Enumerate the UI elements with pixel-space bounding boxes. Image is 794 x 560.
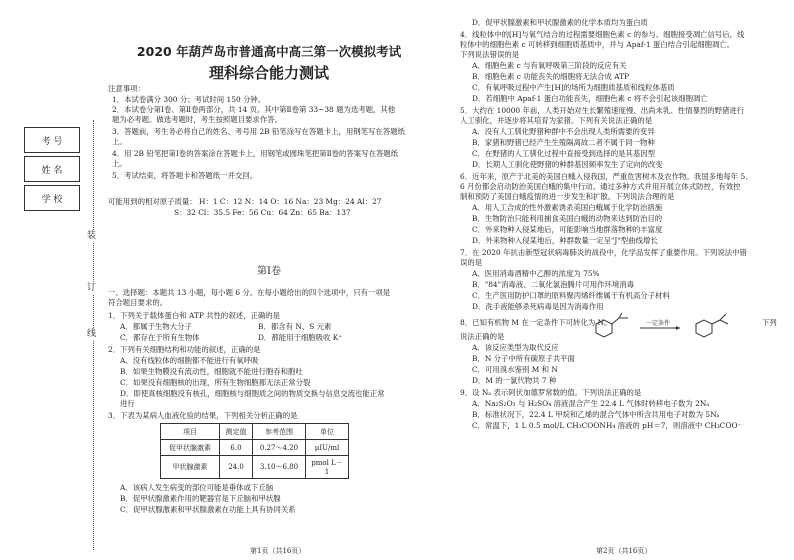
table-row <box>161 440 349 456</box>
question-9-option-b[interactable]: B．标准状况下，22.4 L 甲烷和乙烯的混合气体中所含共用电子对数为 5Nₐ <box>472 410 720 419</box>
binding-char-ding: 订 <box>87 283 97 293</box>
question-1-stem: 1．下列关于载体蛋白和 ATP 共性的叙述，正确的是 <box>108 311 281 320</box>
question-7-option-b[interactable]: B．"84"消毒液、二氧化氯泡腾片可用作环境消毒 <box>472 280 635 289</box>
question-3-option-c[interactable]: C．促甲状腺激素和甲状腺激素在功能上具有协同关系 <box>120 505 296 514</box>
question-1-option-b[interactable]: B．都含有 N、S 元素 <box>258 322 332 331</box>
question-5-option-b[interactable]: B．家猪和野猪已经产生生殖隔离故二者不属于同一物种 <box>472 138 655 147</box>
table-header-cell: 项目 <box>161 424 220 440</box>
notice-heading: 注意事项： <box>108 84 145 93</box>
question-7-stem: 误的是 <box>460 258 483 267</box>
question-7-stem: 7．在 2020 年抗击新型冠状病毒肺炎的战役中，化学品发挥了重要作用。下列说法中错 <box>460 248 747 257</box>
question-6-option-d[interactable]: D．外来物种入侵某地后，种群数量一定呈"J"型曲线增长 <box>472 236 658 245</box>
reaction-condition-label: 一定条件 <box>646 320 671 327</box>
question-2-option-d[interactable]: D．即使真核细胞没有核孔，细胞核与细胞质之间的物质交换与信息交流也能正常 <box>120 389 385 398</box>
question-3-option-a[interactable]: A．该病人发生病变的部位可能是垂体或下丘脑 <box>120 483 274 492</box>
question-6-option-b[interactable]: B．生物防治只能利用捕食美国白蛾的动物来达到防治目的 <box>472 214 663 223</box>
question-6-option-c[interactable]: C．外来物种入侵某地后，可能影响当地群落物种的丰富度 <box>472 225 663 234</box>
exam-title: 2020 年葫芦岛市普通高中高三第一次模拟考试 <box>136 44 402 59</box>
question-7-option-c[interactable]: C．生产医用防护口罩的原料聚丙烯纤维属于有机高分子材料 <box>472 291 670 300</box>
question-8-option-d[interactable]: D．M 的一氯代物共 7 种 <box>472 376 557 385</box>
section-intro: 符合题目要求的。 <box>108 298 168 307</box>
school-box[interactable] <box>24 185 80 211</box>
question-3-option-d[interactable]: D．促甲状腺激素和甲状腺激素的化学本质均为蛋白质 <box>472 18 648 27</box>
notice-line: 5．考试结束，将答题卡和答题纸一并交回。 <box>112 171 258 180</box>
table-cell: 24.0 <box>220 456 253 479</box>
volume-heading: 第Ⅰ卷 <box>257 266 281 277</box>
question-7-option-a[interactable]: A．医用消毒酒精中乙醇的浓度为 75% <box>472 269 600 278</box>
question-8-option-c[interactable]: C．可用溴水鉴别 M 和 N <box>472 365 558 374</box>
question-5-option-a[interactable]: A．没有人工驯化野猪种群中不会出现人类所需要的变异 <box>472 127 655 136</box>
table-row <box>161 456 349 479</box>
table-cell: μIU/ml <box>306 440 349 456</box>
question-5-stem: 5．大约在 10000 年前，人类开始对生长繁殖速度慢、出尚未乳、性情暴烈的野猪进行 <box>460 106 745 115</box>
question-6-stem: 制和预防了美国白蛾疫情的进一步发生和扩散。下列说法合理的是 <box>460 192 675 201</box>
question-8-option-b[interactable]: B．N 分子中所有碳原子共平面 <box>472 354 575 363</box>
binding-char-zhuang: 装 <box>87 231 97 241</box>
right-page <box>460 0 790 560</box>
table-cell: pmol L－1 <box>306 456 349 479</box>
table-cell: 0.27～4.20 <box>253 440 306 456</box>
question-1-option-a[interactable]: A．都属于生物大分子 <box>120 322 192 331</box>
question-4-option-c[interactable]: C．有氧呼吸过程中产生[H]的场所为细胞质基质和线粒体基质 <box>472 83 675 92</box>
section-intro: 一、选择题：本题共 13 小题，每小题 6 分。在每小题给出的四个选项中，只有一项是 <box>108 288 391 297</box>
reaction-diagram <box>584 312 744 342</box>
question-8-option-a[interactable]: A．该反应类型为取代反应 <box>472 343 559 352</box>
molecule-m-structure <box>596 313 628 337</box>
blood-test-table <box>160 423 349 479</box>
left-page <box>108 0 430 560</box>
page-footer-right: 第2页（共16页） <box>596 547 652 555</box>
question-9-option-a[interactable]: A．Na₂S₂O₃ 与 H₂SO₄ 溶液混合产生 22.4 L 气体时转移电子数为 2Nₐ <box>472 399 710 408</box>
question-2-option-b[interactable]: B．如果生物膜没有流动性，细胞就不能进行胞吞和胞吐 <box>120 367 303 376</box>
exam-number-label: 考 号 <box>41 136 63 147</box>
table-cell: 促甲状腺激素 <box>161 440 220 456</box>
binding-char-xian: 线 <box>87 329 97 339</box>
question-4-stem: 4．线粒体中的[H]与氧气结合的过程需要细胞色素 c 的参与。细胞接受凋亡信号后，线 <box>460 30 745 39</box>
question-4-option-a[interactable]: A．细胞色素 c 与有氧呼吸第三阶段的反应有关 <box>472 61 627 70</box>
question-8-stem-2: 说法正确的是 <box>460 332 505 341</box>
question-3-stem: 3．下表为某病人血液化验的结果，下列相关分析正确的是 <box>108 411 298 420</box>
notice-line: 1．本试卷满分 300 分；考试时间 150 分钟。 <box>112 95 266 104</box>
question-4-stem: 粒体中的细胞色素 c 可转移到细胞质基质中，并与 Apaf-1 蛋白结合引起细胞凋亡。 <box>460 40 735 49</box>
notice-line: 3．答题前，考生务必将自己的姓名、考号用 2B 铅笔涂写在答题卡上，用钢笔写在答题纸 <box>112 127 405 136</box>
binding-strip <box>0 0 108 560</box>
table-cell: 6.0 <box>220 440 253 456</box>
question-8-stem: 8．已知有机物 M 在一定条件下可转化为 N。 <box>460 318 612 327</box>
molecule-n-structure <box>696 314 728 337</box>
question-5-stem: 人工驯化，并逐步将其培育为家猪。下列有关说法正确的是 <box>460 116 653 125</box>
notice-line: 2．本试卷分第Ⅰ卷、第Ⅱ卷两部分，共 14 页。其中第Ⅱ卷第 33~38 题为选考题，其他 <box>112 105 396 114</box>
question-9-option-c[interactable]: C．常温下，1 L 0.5 mol/L CH₃COONH₄ 溶液的 pH＝7，则溶液中 CH₃COO⁻ <box>472 421 742 430</box>
atomic-mass-line-2: S：32 Cl：35.5 Fe：56 Cu：64 Zn：65 Ba：137 <box>174 208 351 217</box>
question-9-stem: 9．设 Nₐ 表示阿伏加德罗常数的值。下列说法正确的是 <box>460 388 642 397</box>
question-1-option-c[interactable]: C．都存在于所有生物体 <box>120 333 200 342</box>
question-5-option-d[interactable]: D．长期人工驯化使野猪的种群基因频率发生了定向的改变 <box>472 160 663 169</box>
name-box[interactable] <box>24 156 80 182</box>
exam-subtitle: 理科综合能力测试 <box>208 64 329 82</box>
question-2-option-d-cont: 进行 <box>120 399 135 408</box>
question-5-option-c[interactable]: C．在野猪的人工驯化过程中直接受到选择的是其基因型 <box>472 149 656 158</box>
table-header-row <box>161 424 349 440</box>
table-header-cell: 参考范围 <box>253 424 306 440</box>
question-2-option-a[interactable]: A．没有线粒体的细胞都不能进行有氧呼吸 <box>120 356 259 365</box>
table-cell: 甲状腺激素 <box>161 456 220 479</box>
notice-line: 4．用 2B 铅笔把第Ⅰ卷的答案涂在答题卡上，用钢笔或圆珠笔把第Ⅱ卷的答案写在答题纸 <box>112 149 399 158</box>
question-3-option-b[interactable]: B．促甲状腺激素作用的靶器官是下丘脑和甲状腺 <box>120 494 281 503</box>
question-6-option-a[interactable]: A．用人工合成的性外激素诱杀美国白蛾属于化学防治措施 <box>472 203 663 212</box>
table-header-cell: 测定值 <box>220 424 253 440</box>
table-header-cell: 单位 <box>306 424 349 440</box>
question-8-stem-tail: 下列 <box>762 318 777 327</box>
notice-line: 题为必考题。做选考题时，考生按照题目要求作答。 <box>112 115 282 124</box>
question-7-option-d[interactable]: D．洗手液能够杀死病毒是因为消毒作用 <box>472 302 604 311</box>
question-2-stem: 2．下列有关细胞结构和功能的叙述，正确的是 <box>108 345 261 354</box>
question-2-option-c[interactable]: C．如果没有细胞核的出现，所有生物细胞都无法正常分裂 <box>120 378 311 387</box>
atomic-mass-line-1: 可能用到的相对原子质量： H：1 C：12 N：14 O：16 Na：23 Mg：24 Al：27 <box>108 197 382 206</box>
reaction-arrow-head <box>676 326 680 330</box>
question-4-option-b[interactable]: B．细胞色素 c 功能丧失的细胞将无法合成 ATP <box>472 72 630 81</box>
notice-line: 上。 <box>112 159 127 168</box>
name-label: 姓 名 <box>41 165 63 176</box>
question-6-stem: 6．近年来，原产于北美的美国白蛾入侵我国，严重危害树木及农作物。我国多地每年 5、 <box>460 172 753 181</box>
question-4-stem: 下列说法错误的是 <box>460 50 520 59</box>
question-4-option-d[interactable]: D．若细胞中 Apaf-1 蛋白功能丧失，细胞色素 c 将不会引起该细胞凋亡 <box>472 94 708 103</box>
question-1-option-d[interactable]: D．都能用于细胞吸收 K⁺ <box>258 333 343 342</box>
table-cell: 3.10～6.80 <box>253 456 306 479</box>
question-6-stem: 6 月份都会启动防治美国白蛾的集中行动。通过多种方式并用开展立体式防控，有效控 <box>460 182 741 191</box>
notice-line: 上。 <box>112 137 127 146</box>
school-label: 学 校 <box>41 194 63 205</box>
exam-number-box[interactable] <box>24 127 80 153</box>
page-footer-left: 第1页（共16页） <box>250 547 306 555</box>
